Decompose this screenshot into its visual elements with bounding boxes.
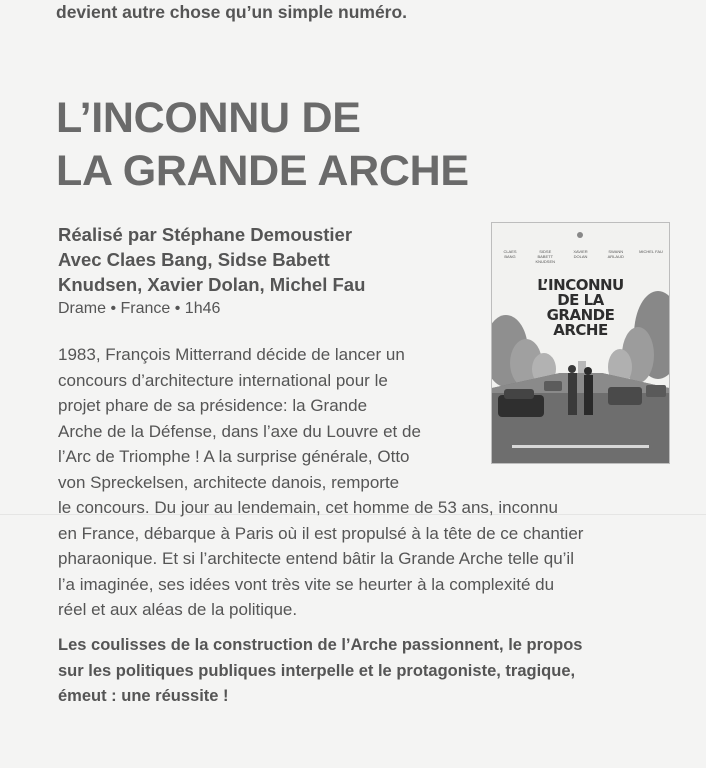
synopsis-line: l’Arc de Triomphe ! A la surprise générale, Otto [58, 447, 410, 466]
synopsis-line: l’a imaginée, ses idées vont très vite se heurter à la complexité du [58, 574, 555, 594]
poster-title-line: GRANDE [546, 306, 615, 324]
synopsis-line: pharaonique. Et si l’architecte entend bâtir la Grande Arche telle qu’il [58, 549, 574, 568]
synopsis-line: 1983, François Mitterrand décide de lancer un [58, 345, 405, 364]
poster-cast-name: SWANN ARLAUD [607, 249, 624, 259]
verdict-line: Les coulisses de la construction de l’Arche passionnent, le propos [58, 636, 583, 654]
poster-title [492, 278, 669, 338]
poster-cast-name: XAVIER DOLAN [573, 249, 588, 259]
poster-title-line: L’INCONNU [537, 276, 624, 294]
synopsis-line: réel et aux aléas de la politique. [58, 600, 298, 619]
poster-cast-name: SIDSE BABETT KNUDSEN [535, 249, 556, 264]
synopsis-line: le concours. Du jour au lendemain, cet homme de 53 ans, inconnu [58, 498, 558, 517]
film-title-line-2: LA GRANDE ARCHE [56, 147, 469, 195]
poster-cast-names [498, 249, 663, 264]
film-poster [491, 222, 670, 464]
synopsis-line: von Spreckelsen, architecte danois, remporte [58, 472, 400, 492]
verdict-line: émeut : une réussite ! [58, 687, 229, 705]
film-title [56, 92, 469, 198]
poster-cast-name: CLAES BANG [503, 249, 517, 259]
film-credits [58, 222, 478, 297]
poster-title-line: ARCHE [553, 321, 608, 339]
synopsis-line: concours d’architecture international pour le [58, 370, 388, 390]
review-verdict [58, 633, 698, 710]
synopsis-line: en France, débarque à Paris où il est propulsé à la tête de ce chantier [58, 523, 584, 543]
cast-line-2: Knudsen, Xavier Dolan, Michel Fau [58, 274, 366, 295]
director-line: Réalisé par Stéphane Demoustier [58, 224, 353, 245]
verdict-line: sur les politiques publiques interpelle et le protagoniste, tragique, [58, 661, 576, 680]
synopsis-line: Arche de la Défense, dans l’axe du Louvre et de [58, 421, 421, 441]
film-meta: Drame • France • 1h46 [58, 300, 221, 317]
poster-title-line: DE LA [557, 291, 604, 309]
poster-cast-name: MICHEL FAU [639, 249, 663, 254]
cast-line-1: Avec Claes Bang, Sidse Babett [58, 249, 330, 270]
synopsis-line: projet phare de sa présidence: la Grande [58, 396, 368, 415]
previous-article-tail: devient autre chose qu’un simple numéro. [56, 2, 408, 22]
film-title-line-1: L’INCONNU DE [56, 94, 361, 142]
